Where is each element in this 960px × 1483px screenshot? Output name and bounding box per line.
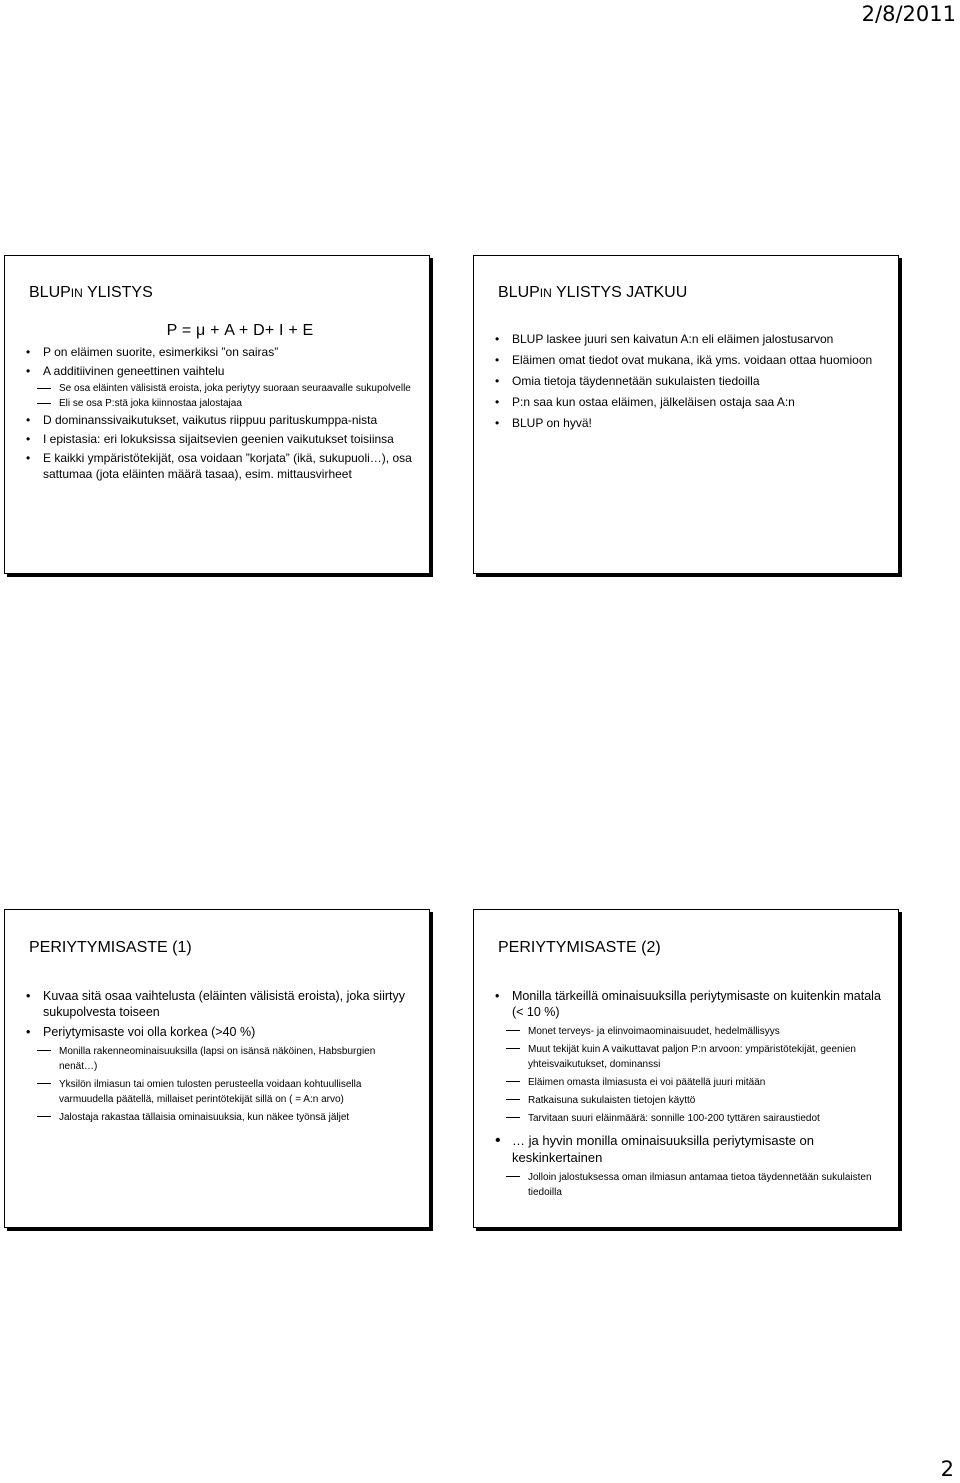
slide-periytymisaste-1 (4, 909, 430, 1228)
sub-bullet-item: Monilla rakenneominaisuuksilla (lapsi on isänsä näköinen, Habsburgien nenät…) (25, 1044, 415, 1074)
sub-bullet-item: Eli se osa P:stä joka kiinnostaa jalostajaa (25, 397, 415, 410)
sub-bullet-item: Eläimen omasta ilmiasusta ei voi päätellä juuri mitään (494, 1075, 884, 1090)
bullet-list (494, 331, 884, 432)
bullet-list (25, 988, 415, 1125)
title-part: YLISTYS JATKUU (551, 284, 688, 301)
sub-bullet-item: Tarvitaan suuri eläinmäärä: sonnille 100-200 tyttären sairaustiedot (494, 1111, 884, 1126)
slide-blupin-ylistys (4, 255, 430, 574)
bullet-item: • D dominanssivaikutukset, vaikutus riippuu parituskumppa-nista (25, 412, 415, 428)
title-part: IN (70, 286, 83, 300)
bullet-item: • I epistasia: eri lokuksissa sijaitsevien geenien vaikutukset toisiinsa (25, 431, 415, 447)
title-part: BLUP (29, 284, 71, 301)
bullet-list (494, 988, 884, 1200)
formula: P = μ + A + D+ I + E (166, 322, 314, 339)
sub-bullet-item: Jalostaja rakastaa tällaisia ominaisuuksia, kun näkee työnsä jäljet (25, 1110, 415, 1125)
bullet-item: • Periytymisaste voi olla korkea (>40 %) (25, 1024, 415, 1040)
slide-periytymisaste-2 (473, 909, 899, 1228)
bullet-list (25, 344, 415, 482)
header-date: 2/8/2011 (861, 2, 956, 26)
bullet-item: • Omia tietoja täydennetään sukulaisten tiedoilla (494, 373, 884, 390)
bullet-item: • Kuvaa sitä osaa vaihtelusta (eläinten välisistä eroista), joka siirtyy sukupolvesta toiseen (25, 988, 415, 1020)
bullet-item: • E kaikki ympäristötekijät, osa voidaan ”korjata” (ikä, sukupuoli…), osa sattumaa (jota eläinten määrä tasaa), esim. mittausvirheet (25, 450, 415, 482)
slide-body (25, 322, 415, 485)
title-part: BLUP (498, 284, 540, 301)
sub-bullet-item: Yksilön ilmiasun tai omien tulosten perusteella voidaan kohtuullisella varmuudella päätellä, millaiset perintötekijät sillä on ( = A:n arvo) (25, 1077, 415, 1107)
bullet-item: • Eläimen omat tiedot ovat mukana, ikä yms. voidaan ottaa huomioon (494, 352, 884, 369)
slide-title (29, 284, 153, 302)
slide-body (25, 988, 415, 1128)
title-part: IN (539, 286, 552, 300)
sub-bullet-item: Jolloin jalostuksessa oman ilmiasun antamaa tietoa täydennetään sukulaisten tiedoilla (494, 1170, 884, 1200)
slide-title (498, 284, 687, 302)
slide-body (494, 331, 884, 436)
sub-bullet-item: Muut tekijät kuin A vaikuttavat paljon P:n arvoon: ympäristötekijät, geenien yhteisvaikutukset, dominanssi (494, 1042, 884, 1072)
bullet-item: • … ja hyvin monilla ominaisuuksilla periytymisaste on keskinkertainen (494, 1132, 884, 1166)
slide-title: PERIYTYMISASTE (1) (29, 939, 192, 956)
sub-bullet-item: Se osa eläinten välisistä eroista, joka periytyy suoraan seuraavalle sukupolvelle (25, 382, 415, 395)
title-part: YLISTYS (82, 284, 153, 301)
bullet-item: • Monilla tärkeillä ominaisuuksilla periytymisaste on kuitenkin matala (< 10 %) (494, 988, 884, 1020)
slide-blupin-ylistys-jatkuu (473, 255, 899, 574)
bullet-item: • P:n saa kun ostaa eläimen, jälkeläisen ostaja saa A:n (494, 394, 884, 411)
bullet-item: • P on eläimen suorite, esimerkiksi ”on sairas” (25, 344, 415, 360)
bullet-item: • BLUP laskee juuri sen kaivatun A:n eli eläimen jalostusarvon (494, 331, 884, 348)
bullet-item: • BLUP on hyvä! (494, 415, 884, 432)
slide-body (494, 988, 884, 1203)
sub-bullet-item: Ratkaisuna sukulaisten tietojen käyttö (494, 1093, 884, 1108)
page-number: 2 (940, 1457, 954, 1481)
sub-bullet-item: Monet terveys- ja elinvoimaominaisuudet, hedelmällisyys (494, 1024, 884, 1039)
bullet-item: • A additiivinen geneettinen vaihtelu (25, 363, 415, 379)
slide-title: PERIYTYMISASTE (2) (498, 939, 661, 956)
